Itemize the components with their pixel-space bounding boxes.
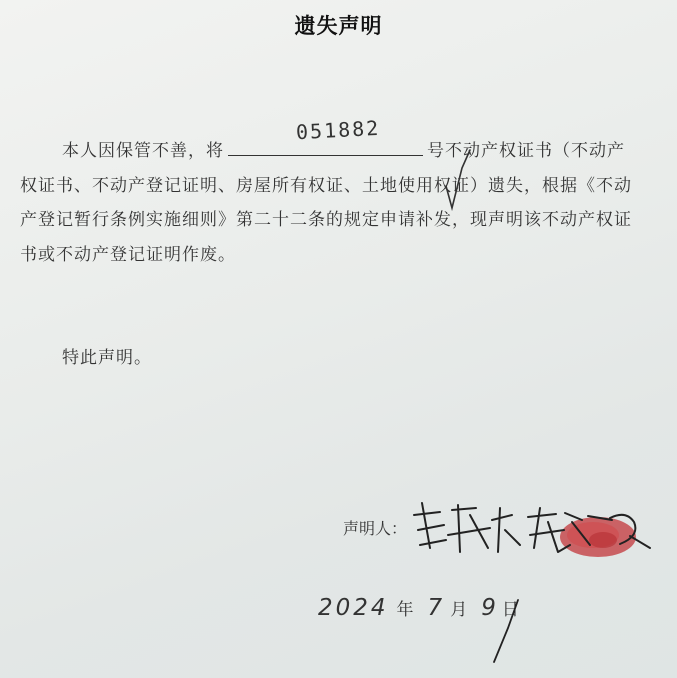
fingerprint-icon xyxy=(560,517,636,557)
certificate-number: 051882 xyxy=(295,115,381,145)
page-title: 遗失声明 xyxy=(294,14,383,38)
body-part-2: 号不动产权证书（不动产权证书、不动产登记证明、房屋所有权证、土地使用权证）遗失，根据《不动产登记暂行条例实施细则》第二十二条的规定申请补发，现声明该不动产权证书或不动产登记证明作废。 xyxy=(20,141,632,265)
body-part-1: 本人因保管不善，将 xyxy=(62,141,224,161)
declarant-label: 声明人： xyxy=(343,519,408,538)
date-day: 9 xyxy=(481,595,496,621)
pen-check-mark xyxy=(446,150,470,208)
date-month: 7 xyxy=(427,595,443,621)
closing-statement: 特此声明。 xyxy=(62,348,152,368)
date-day-char: 日 xyxy=(501,600,519,620)
date-month-char: 月 xyxy=(450,600,468,620)
date-year: 2024 xyxy=(318,595,389,621)
date-stroke xyxy=(494,600,518,662)
date-year-char: 年 xyxy=(396,600,414,620)
